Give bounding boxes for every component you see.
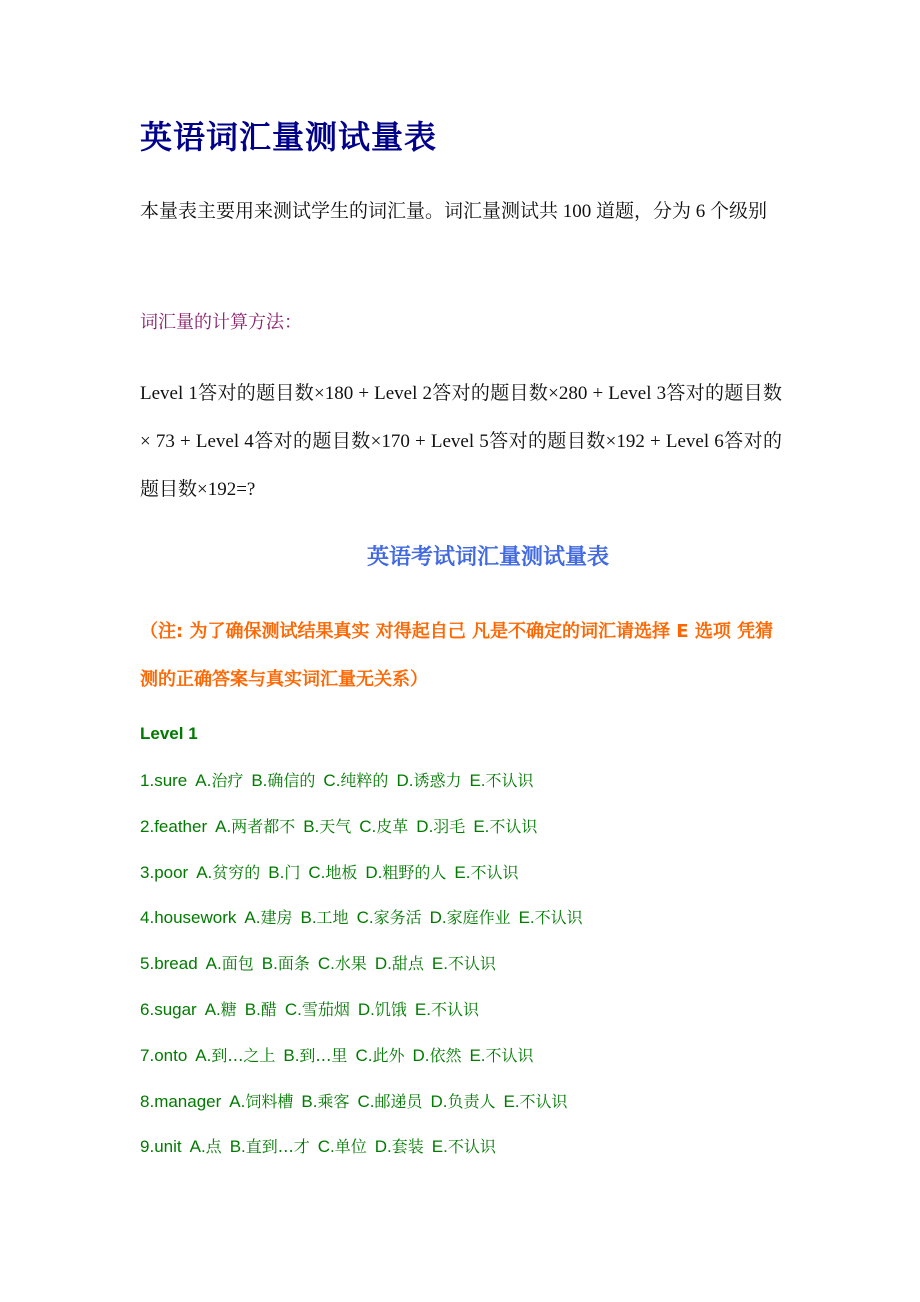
option-text: 此外 xyxy=(372,1045,405,1065)
option-letter: E. xyxy=(469,1045,486,1065)
question-item xyxy=(140,895,583,941)
test-subtitle: 英语考试词汇量测试量表 xyxy=(366,544,609,570)
option-text: 单位 xyxy=(334,1137,367,1157)
option-letter: B. xyxy=(300,908,317,928)
option-text: 到…里 xyxy=(299,1045,348,1065)
option-letter: C. xyxy=(356,908,374,928)
question-word: sure xyxy=(154,771,188,790)
answer-option[interactable] xyxy=(285,1000,350,1019)
option-text: 糖 xyxy=(220,999,237,1019)
option-letter: B. xyxy=(229,1137,246,1157)
answer-option[interactable] xyxy=(318,954,367,973)
option-letter: D. xyxy=(416,816,434,836)
answer-option[interactable] xyxy=(301,1092,349,1111)
answer-option[interactable] xyxy=(473,817,537,836)
option-letter: A. xyxy=(189,1137,206,1157)
question-item xyxy=(140,758,583,804)
option-text: 依然 xyxy=(429,1045,462,1065)
answer-option[interactable] xyxy=(375,1137,424,1156)
answer-option[interactable] xyxy=(229,1092,293,1111)
question-word: poor xyxy=(154,862,189,882)
answer-option[interactable] xyxy=(283,1046,347,1065)
question-word: unit xyxy=(154,1137,182,1157)
answer-option[interactable] xyxy=(195,1046,275,1065)
answer-option[interactable] xyxy=(251,771,315,790)
option-letter: A. xyxy=(195,1045,212,1065)
option-text: 不认识 xyxy=(447,1137,496,1157)
option-text: 水果 xyxy=(334,954,367,974)
option-text: 诱惑力 xyxy=(413,771,462,790)
option-text: 不认识 xyxy=(489,816,538,836)
option-text: 不认识 xyxy=(485,1045,534,1065)
question-word: housework xyxy=(154,908,237,928)
option-letter: A. xyxy=(244,908,261,928)
option-letter: E. xyxy=(454,862,471,882)
option-text: 套装 xyxy=(391,1137,424,1157)
question-item xyxy=(140,1079,583,1125)
answer-option[interactable] xyxy=(358,1000,407,1019)
answer-option[interactable] xyxy=(230,1137,310,1156)
option-letter: E. xyxy=(431,1137,448,1157)
option-text: 地板 xyxy=(325,862,358,882)
answer-option[interactable] xyxy=(245,1000,277,1019)
option-text: 饲料槽 xyxy=(245,1091,294,1111)
option-letter: C. xyxy=(317,1137,335,1157)
option-text: 不认识 xyxy=(519,1091,568,1111)
option-text: 纯粹的 xyxy=(340,771,389,790)
option-text: 不认识 xyxy=(447,954,496,974)
option-text: 羽毛 xyxy=(433,816,466,836)
level-heading: Level 1 xyxy=(140,724,198,743)
answer-option[interactable] xyxy=(318,1137,367,1156)
question-word: onto xyxy=(154,1045,188,1065)
intro-paragraph: 本量表主要用来测试学生的词汇量。词汇量测试共 100 道题，分为 6 个级别 xyxy=(140,201,768,222)
answer-option[interactable] xyxy=(430,908,511,927)
option-text: 点 xyxy=(205,1137,222,1157)
option-text: 工地 xyxy=(316,908,349,928)
answer-option[interactable] xyxy=(430,1092,495,1111)
option-letter: D. xyxy=(396,771,414,790)
question-number: 8. xyxy=(140,1091,155,1111)
answer-option[interactable] xyxy=(206,954,254,973)
answer-option[interactable] xyxy=(359,817,408,836)
answer-option[interactable] xyxy=(432,954,496,973)
question-list xyxy=(140,758,583,1170)
answer-option[interactable] xyxy=(195,771,243,790)
option-letter: B. xyxy=(268,862,285,882)
option-letter: B. xyxy=(261,954,278,974)
answer-option[interactable] xyxy=(308,863,357,882)
option-text: 门 xyxy=(284,862,301,882)
option-letter: A. xyxy=(215,816,232,836)
option-letter: D. xyxy=(365,862,383,882)
option-letter: C. xyxy=(323,771,341,790)
answer-option[interactable] xyxy=(300,908,348,927)
option-letter: E. xyxy=(503,1091,520,1111)
option-letter: B. xyxy=(244,999,261,1019)
answer-option[interactable] xyxy=(416,817,465,836)
answer-option[interactable] xyxy=(323,771,388,790)
answer-option[interactable] xyxy=(262,954,310,973)
option-text: 直到…才 xyxy=(245,1137,310,1157)
option-text: 不认识 xyxy=(430,999,479,1019)
option-letter: D. xyxy=(357,999,375,1019)
answer-option[interactable] xyxy=(469,771,533,790)
answer-option[interactable] xyxy=(503,1092,567,1111)
option-letter: A. xyxy=(204,999,221,1019)
question-word: feather xyxy=(154,816,208,836)
option-letter: D. xyxy=(374,1137,392,1157)
question-item xyxy=(140,1033,583,1079)
option-text: 不认识 xyxy=(485,771,534,790)
option-letter: A. xyxy=(195,771,212,790)
answer-option[interactable] xyxy=(412,1046,461,1065)
answer-option[interactable] xyxy=(519,908,583,927)
question-word: sugar xyxy=(154,999,197,1019)
option-text: 醋 xyxy=(260,999,277,1019)
option-text: 天气 xyxy=(319,816,352,836)
option-text: 到…之上 xyxy=(211,1045,276,1065)
question-item xyxy=(140,804,583,850)
question-number: 7. xyxy=(140,1045,155,1065)
option-text: 家庭作业 xyxy=(446,908,511,928)
option-letter: B. xyxy=(283,1045,300,1065)
option-letter: D. xyxy=(429,908,447,928)
option-letter: C. xyxy=(284,999,302,1019)
option-text: 家务活 xyxy=(373,908,422,928)
option-text: 贫穷的 xyxy=(212,862,261,882)
question-item xyxy=(140,987,583,1033)
option-letter: B. xyxy=(251,771,268,790)
option-text: 邮递员 xyxy=(374,1091,423,1111)
option-text: 确信的 xyxy=(267,771,316,790)
option-letter: E. xyxy=(469,771,486,790)
question-item xyxy=(140,850,583,896)
page-title: 英语词汇量测试量表 xyxy=(140,118,438,156)
answer-option[interactable] xyxy=(196,863,260,882)
option-letter: C. xyxy=(357,1091,375,1111)
option-letter: C. xyxy=(359,816,377,836)
option-text: 负责人 xyxy=(447,1091,496,1111)
answer-option[interactable] xyxy=(454,863,518,882)
option-letter: A. xyxy=(229,1091,246,1111)
answer-option[interactable] xyxy=(396,771,461,790)
option-letter: E. xyxy=(518,908,535,928)
question-number: 2. xyxy=(140,816,155,836)
option-letter: B. xyxy=(303,816,320,836)
question-number: 4. xyxy=(140,908,155,928)
option-text: 建房 xyxy=(260,908,293,928)
question-number: 9. xyxy=(140,1137,155,1157)
option-letter: B. xyxy=(301,1091,318,1111)
calculation-method-label: 词汇量的计算方法： xyxy=(140,312,302,333)
answer-option[interactable] xyxy=(469,1046,533,1065)
answer-option[interactable] xyxy=(303,817,351,836)
option-text: 不认识 xyxy=(470,862,519,882)
question-number: 1. xyxy=(140,771,155,790)
question-number: 6. xyxy=(140,999,155,1019)
option-text: 治疗 xyxy=(211,771,244,790)
option-text: 乘客 xyxy=(317,1091,350,1111)
option-letter: C. xyxy=(308,862,326,882)
instruction-notice: （注: 为了确保测试结果真实 对得起自己 凡是不确定的词汇请选择 E 选项 凭猜测的正确答案与真实词汇量无关系） xyxy=(140,621,774,690)
question-number: 3. xyxy=(140,862,155,882)
option-letter: A. xyxy=(196,862,213,882)
question-item xyxy=(140,941,583,987)
answer-option[interactable] xyxy=(205,1000,237,1019)
option-text: 甜点 xyxy=(391,954,424,974)
option-text: 面包 xyxy=(221,954,254,974)
answer-option[interactable] xyxy=(357,908,422,927)
option-letter: A. xyxy=(205,954,222,974)
question-number: 5. xyxy=(140,954,155,974)
option-letter: D. xyxy=(412,1045,430,1065)
answer-option[interactable] xyxy=(190,1137,222,1156)
option-letter: E. xyxy=(414,999,431,1019)
option-text: 饥饿 xyxy=(374,999,407,1019)
option-letter: E. xyxy=(473,816,490,836)
option-text: 不认识 xyxy=(534,908,583,928)
answer-option[interactable] xyxy=(244,908,292,927)
option-letter: D. xyxy=(374,954,392,974)
option-text: 皮革 xyxy=(376,816,409,836)
answer-option[interactable] xyxy=(415,1000,479,1019)
answer-option[interactable] xyxy=(375,954,424,973)
option-text: 雪茄烟 xyxy=(301,999,350,1019)
question-item xyxy=(140,1124,583,1170)
answer-option[interactable] xyxy=(215,817,295,836)
answer-option[interactable] xyxy=(357,1092,422,1111)
option-letter: D. xyxy=(430,1091,448,1111)
answer-option[interactable] xyxy=(268,863,300,882)
option-letter: C. xyxy=(355,1045,373,1065)
answer-option[interactable] xyxy=(365,863,446,882)
option-text: 两者都不 xyxy=(231,816,296,836)
answer-option[interactable] xyxy=(355,1046,404,1065)
option-text: 粗野的人 xyxy=(382,862,447,882)
answer-option[interactable] xyxy=(432,1137,496,1156)
option-letter: E. xyxy=(431,954,448,974)
question-word: manager xyxy=(154,1091,222,1111)
option-text: 面条 xyxy=(277,954,310,974)
calculation-formula: Level 1答对的题目数×180 + Level 2答对的题目数×280 + Level 3答对的题目数× 73 + Level 4答对的题目数×170 + Level 5答对的题目数×192 + Level 6答对的题目数×192=? xyxy=(140,383,782,500)
option-letter: C. xyxy=(317,954,335,974)
question-word: bread xyxy=(154,954,198,974)
